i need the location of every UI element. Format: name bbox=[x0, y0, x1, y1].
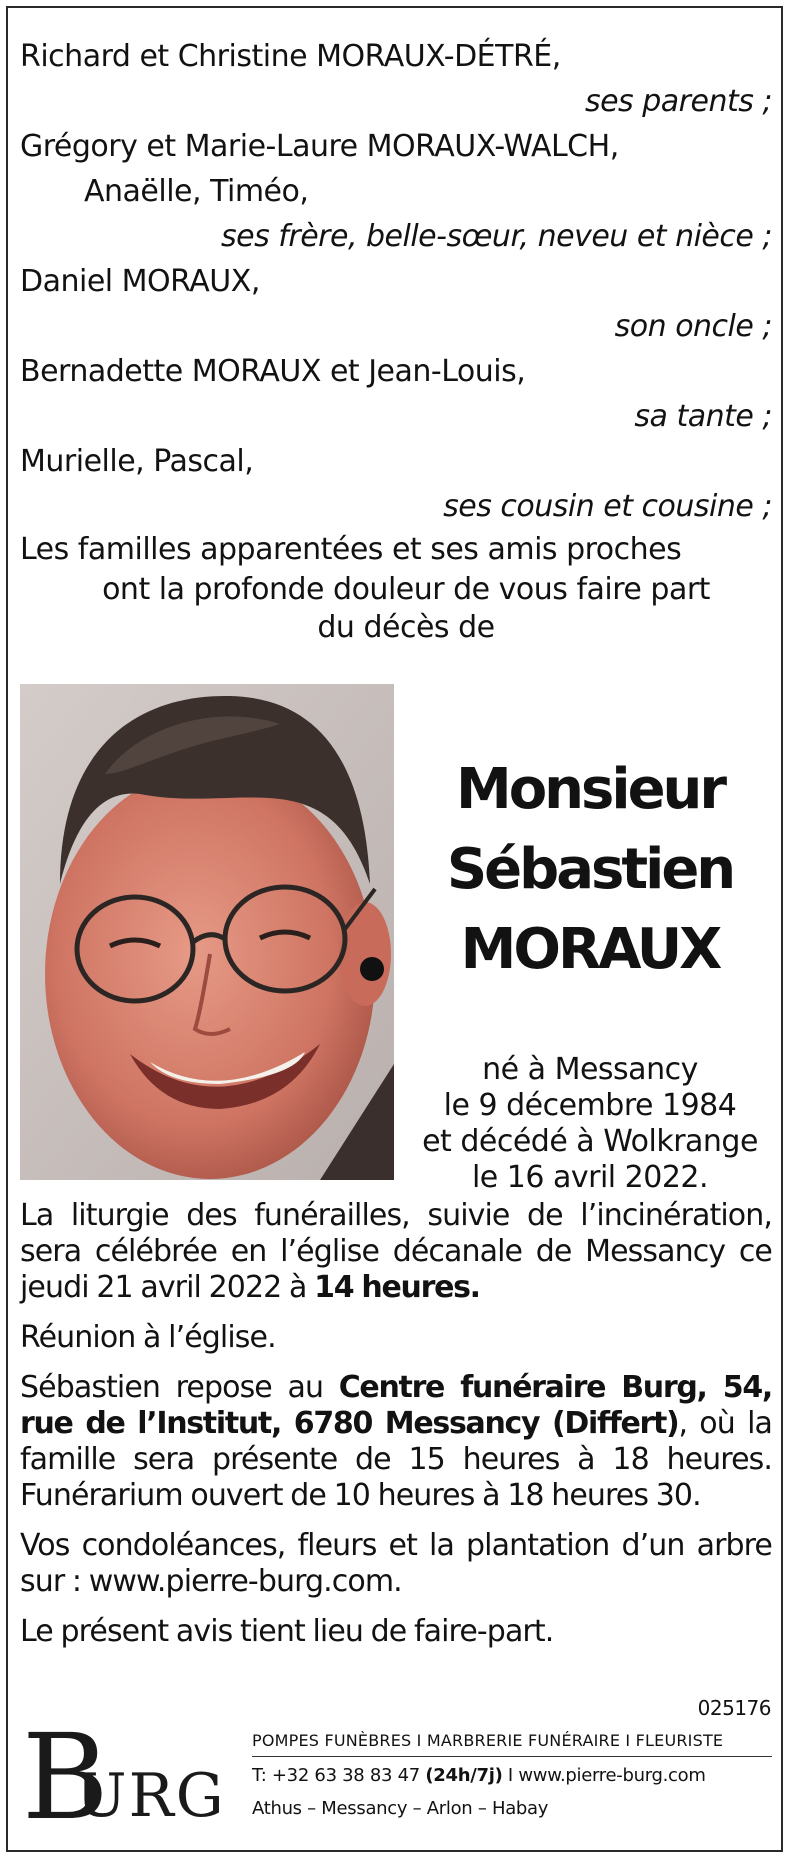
intro-line-2: ont la profonde douleur de vous faire part bbox=[102, 572, 710, 607]
portrait-illustration bbox=[20, 684, 394, 1180]
family-name-line: Murielle, Pascal, bbox=[20, 444, 254, 479]
liturgy-time: 14 heures. bbox=[314, 1270, 480, 1305]
family-name-line-indented: Anaëlle, Timéo, bbox=[84, 174, 309, 209]
deceased-last-name: MORAUX bbox=[460, 917, 720, 982]
family-name-line: Grégory et Marie-Laure MORAUX-WALCH, bbox=[20, 129, 619, 164]
towns-line: Athus – Messancy – Arlon – Habay bbox=[252, 1798, 549, 1819]
family-relation-line: son oncle ; bbox=[614, 309, 772, 344]
reunion-paragraph: Réunion à l’église. bbox=[20, 1320, 276, 1355]
condolences-paragraph: Vos condoléances, fleurs et la plantation d’un arbre sur : www.pierre-burg.com. bbox=[20, 1528, 772, 1599]
birth-place: né à Messancy bbox=[482, 1052, 698, 1087]
deceased-first-name: Sébastien bbox=[446, 837, 734, 902]
notice-paragraph: Le présent avis tient lieu de faire-part. bbox=[20, 1614, 554, 1649]
intro-line-1: Les familles apparentées et ses amis proches bbox=[20, 532, 682, 567]
death-date: le 16 avril 2022. bbox=[471, 1160, 709, 1195]
website-link[interactable]: www.pierre-burg.com bbox=[518, 1765, 706, 1786]
life-dates bbox=[405, 1052, 775, 1196]
funeral-details bbox=[20, 1198, 772, 1664]
portrait-photo bbox=[20, 684, 394, 1180]
birth-date: le 9 décembre 1984 bbox=[443, 1088, 737, 1123]
deceased-block bbox=[405, 750, 775, 1196]
contact-separator: I bbox=[502, 1765, 519, 1786]
family-name-line: Richard et Christine MORAUX-DÉTRÉ, bbox=[20, 39, 561, 74]
liturgy-text: La liturgie des funérailles, suivie de l’incinération, sera célébrée en l’église décanale de Messancy ce jeudi 21 avril 2022 à bbox=[20, 1198, 772, 1305]
family-relation-line: ses frère, belle-sœur, neveu et nièce ; bbox=[221, 219, 772, 254]
rest-text-end: , où la famille sera présente de 15 heures à 18 heures. Funérarium ouvert de 10 heures à 18 heures 30. bbox=[20, 1406, 772, 1513]
family-name-line: Daniel MORAUX, bbox=[20, 264, 260, 299]
logo-letters-urg: URG bbox=[76, 1761, 226, 1831]
family-relation-line: ses parents ; bbox=[584, 84, 772, 119]
family-name-line: Bernadette MORAUX et Jean-Louis, bbox=[20, 354, 526, 389]
rest-paragraph bbox=[20, 1370, 772, 1514]
reference-number: 025176 bbox=[697, 1696, 771, 1720]
death-place: et décédé à Wolkrange bbox=[422, 1124, 758, 1159]
funeral-center-address: Centre funéraire Burg, 54, rue de l’Institut, 6780 Messancy (Differt) bbox=[20, 1370, 772, 1441]
burg-logo bbox=[20, 1708, 230, 1846]
phone-number: T: +32 63 38 83 47 bbox=[252, 1765, 426, 1786]
family-relation-line: ses cousin et cousine ; bbox=[443, 489, 772, 524]
logo-letter-b: B bbox=[22, 1708, 109, 1846]
rest-text-start: Sébastien repose au bbox=[20, 1370, 339, 1405]
family-section bbox=[20, 34, 772, 647]
liturgy-paragraph bbox=[20, 1198, 772, 1306]
services-line: POMPES FUNÈBRES I MARBRERIE FUNÉRAIRE I FLEURISTE bbox=[252, 1726, 772, 1757]
deceased-title: Monsieur bbox=[455, 757, 725, 822]
footer-info bbox=[252, 1726, 772, 1823]
family-relation-line: sa tante ; bbox=[634, 399, 772, 434]
intro-line-3: du décès de bbox=[317, 610, 495, 645]
contact-line bbox=[252, 1757, 772, 1795]
phone-hours: (24h/7j) bbox=[425, 1765, 503, 1786]
